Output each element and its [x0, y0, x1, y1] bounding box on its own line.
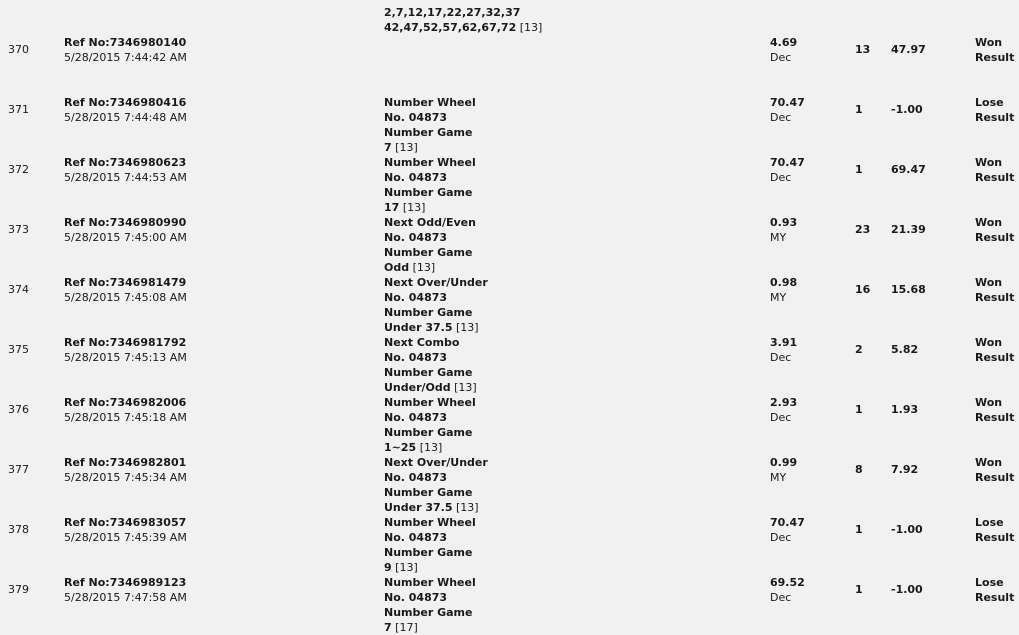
odds-cell: [770, 335, 797, 365]
bet-datetime: 5/28/2015 7:45:13 AM: [64, 351, 187, 364]
ref-cell: [64, 395, 187, 425]
odds-cell: [770, 575, 805, 605]
ref-number: Ref No:7346982801: [64, 456, 187, 469]
table-row: [0, 380, 1019, 440]
row-number: 376: [8, 403, 29, 416]
winloss-value: 69.47: [891, 163, 926, 176]
status-text: Won: [975, 36, 1003, 49]
stake-value: 1: [855, 103, 863, 116]
ref-number: Ref No:7346980623: [64, 156, 187, 169]
stake-value: 16: [855, 283, 871, 296]
status-text: Lose: [975, 96, 1004, 109]
selection-choice: Odd [13]: [384, 261, 436, 274]
market-name: Next Combo: [384, 336, 460, 349]
selection-cell: [384, 395, 476, 440]
row-number: 379: [8, 583, 29, 596]
row-number: 378: [8, 523, 29, 536]
odds-type: Dec: [770, 531, 792, 544]
stake-value: 1: [855, 163, 863, 176]
ref-number: Ref No:7346981792: [64, 336, 187, 349]
status-cell: [975, 275, 1014, 305]
market-name: Number Wheel: [384, 576, 476, 589]
winloss-value: 1.93: [891, 403, 919, 416]
winloss-value: 15.68: [891, 283, 926, 296]
winloss-value: 5.82: [891, 343, 919, 356]
odds-cell: [770, 155, 805, 185]
market-name: Next Over/Under: [384, 276, 488, 289]
table-row: [0, 560, 1019, 620]
result-link[interactable]: Result: [975, 51, 1015, 64]
table-row: [0, 80, 1019, 140]
odds-cell: [770, 395, 797, 425]
selection-choice: Under/Odd [13]: [384, 381, 477, 394]
bet-datetime: 5/28/2015 7:44:42 AM: [64, 51, 187, 64]
status-text: Won: [975, 396, 1003, 409]
status-cell: [975, 215, 1014, 245]
market-name: Next Odd/Even: [384, 216, 476, 229]
status-cell: [975, 395, 1014, 425]
selection-choice: 9 [13]: [384, 561, 418, 574]
odds-value: 70.47: [770, 96, 805, 109]
odds-type: MY: [770, 231, 787, 244]
ref-cell: [64, 275, 187, 305]
selection-choice: 7 [17]: [384, 621, 418, 634]
ref-cell: [64, 515, 187, 545]
odds-value: 0.99: [770, 456, 798, 469]
odds-cell: [770, 515, 805, 545]
odds-cell: [770, 215, 797, 245]
selection-choice: 7 [13]: [384, 141, 418, 154]
selection-choice: 17 [13]: [384, 201, 426, 214]
game-name: Number Game: [384, 426, 473, 439]
ref-cell: [64, 95, 187, 125]
game-name: Number Game: [384, 606, 473, 619]
ref-cell: [64, 155, 187, 185]
table-row: [0, 500, 1019, 560]
table-row: [0, 260, 1019, 320]
odds-value: 0.93: [770, 216, 798, 229]
winloss-value: 21.39: [891, 223, 926, 236]
bet-datetime: 5/28/2015 7:45:08 AM: [64, 291, 187, 304]
selection-cell: [384, 455, 488, 500]
odds-type: MY: [770, 291, 787, 304]
status-text: Won: [975, 336, 1003, 349]
market-name: Number Wheel: [384, 156, 476, 169]
selection-choice: Under 37.5 [13]: [384, 501, 479, 514]
winloss-value: -1.00: [891, 583, 923, 596]
odds-type: Dec: [770, 171, 792, 184]
table-row: [0, 20, 1019, 80]
ref-cell: [64, 335, 187, 365]
result-link[interactable]: Result: [975, 531, 1015, 544]
bet-datetime: 5/28/2015 7:47:58 AM: [64, 591, 187, 604]
bet-datetime: 5/28/2015 7:45:00 AM: [64, 231, 187, 244]
stake-value: 1: [855, 523, 863, 536]
row-number: 370: [8, 43, 29, 56]
game-name: Number Game: [384, 126, 473, 139]
row-number: 375: [8, 343, 29, 356]
ref-number: Ref No:7346981479: [64, 276, 187, 289]
odds-type: Dec: [770, 111, 792, 124]
row-number: 372: [8, 163, 29, 176]
bet-datetime: 5/28/2015 7:45:39 AM: [64, 531, 187, 544]
odds-cell: [770, 275, 797, 305]
match-number: No. 04873: [384, 291, 448, 304]
result-link[interactable]: Result: [975, 591, 1015, 604]
status-cell: [975, 455, 1014, 485]
selection-cell: [384, 275, 488, 320]
stake-value: 1: [855, 403, 863, 416]
game-name: Number Game: [384, 306, 473, 319]
row-number: 374: [8, 283, 29, 296]
status-cell: [975, 515, 1014, 545]
result-link[interactable]: Result: [975, 351, 1015, 364]
bet-datetime: 5/28/2015 7:44:53 AM: [64, 171, 187, 184]
stake-value: 2: [855, 343, 863, 356]
table-row: [0, 440, 1019, 500]
odds-value: 69.52: [770, 576, 805, 589]
odds-cell: [770, 35, 797, 65]
match-number: No. 04873: [384, 411, 448, 424]
selection-choice: 1~25 [13]: [384, 441, 443, 454]
odds-type: Dec: [770, 411, 792, 424]
result-link[interactable]: Result: [975, 231, 1015, 244]
selection-cell: [384, 335, 472, 380]
winloss-value: -1.00: [891, 103, 923, 116]
ref-number: Ref No:7346982006: [64, 396, 187, 409]
market-name: Number Wheel: [384, 396, 476, 409]
match-number: No. 04873: [384, 111, 448, 124]
status-cell: [975, 95, 1014, 125]
game-name: Number Game: [384, 246, 473, 259]
selection-cell: [384, 95, 476, 140]
odds-cell: [770, 95, 805, 125]
status-text: Won: [975, 216, 1003, 229]
game-name: Number Game: [384, 186, 473, 199]
row-number: 371: [8, 103, 29, 116]
odds-cell: [770, 455, 797, 485]
match-number: No. 04873: [384, 171, 448, 184]
odds-type: Dec: [770, 51, 792, 64]
status-text: Won: [975, 156, 1003, 169]
table-row: [0, 320, 1019, 380]
odds-value: 70.47: [770, 156, 805, 169]
selection-cell: [384, 155, 476, 200]
ref-number: Ref No:7346983057: [64, 516, 187, 529]
odds-type: Dec: [770, 351, 792, 364]
match-number: No. 04873: [384, 531, 448, 544]
selection-cell: [384, 575, 476, 620]
result-link[interactable]: Result: [975, 171, 1015, 184]
status-text: Lose: [975, 516, 1004, 529]
result-link[interactable]: Result: [975, 411, 1015, 424]
stake-value: 23: [855, 223, 871, 236]
ref-number: Ref No:7346980140: [64, 36, 187, 49]
market-name: Next Over/Under: [384, 456, 488, 469]
row-number: 373: [8, 223, 29, 236]
table-row: [0, 140, 1019, 200]
odds-value: 0.98: [770, 276, 798, 289]
winloss-value: 7.92: [891, 463, 919, 476]
selection-cell: [384, 515, 476, 560]
stake-value: 8: [855, 463, 863, 476]
match-number: No. 04873: [384, 351, 448, 364]
table-row: [0, 200, 1019, 260]
odds-value: 70.47: [770, 516, 805, 529]
ref-number: Ref No:7346980990: [64, 216, 187, 229]
match-number: No. 04873: [384, 471, 448, 484]
result-link[interactable]: Result: [975, 111, 1015, 124]
game-name: Number Game: [384, 366, 473, 379]
status-cell: [975, 155, 1014, 185]
ref-cell: [64, 575, 187, 605]
status-text: Lose: [975, 576, 1004, 589]
selection-numbers-line: 2,7,12,17,22,27,32,37: [384, 6, 521, 19]
status-text: Won: [975, 456, 1003, 469]
game-name: Number Game: [384, 546, 473, 559]
selection-cell: [384, 215, 476, 260]
result-link[interactable]: Result: [975, 291, 1015, 304]
ref-cell: [64, 455, 187, 485]
status-text: Won: [975, 276, 1003, 289]
market-name: Number Wheel: [384, 516, 476, 529]
ref-number: Ref No:7346989123: [64, 576, 187, 589]
market-name: Number Wheel: [384, 96, 476, 109]
status-cell: [975, 35, 1014, 65]
match-number: No. 04873: [384, 231, 448, 244]
result-link[interactable]: Result: [975, 471, 1015, 484]
ref-cell: [64, 35, 187, 65]
match-number: No. 04873: [384, 591, 448, 604]
status-cell: [975, 575, 1014, 605]
game-name: Number Game: [384, 486, 473, 499]
selection-numbers-line: 42,47,52,57,62,67,72 [13]: [384, 21, 543, 34]
ref-cell: [64, 215, 187, 245]
odds-type: Dec: [770, 591, 792, 604]
bet-datetime: 5/28/2015 7:44:48 AM: [64, 111, 187, 124]
selection-choice: Under 37.5 [13]: [384, 321, 479, 334]
winloss-value: -1.00: [891, 523, 923, 536]
odds-type: MY: [770, 471, 787, 484]
stake-value: 1: [855, 583, 863, 596]
odds-value: 2.93: [770, 396, 798, 409]
status-cell: [975, 335, 1014, 365]
ref-number: Ref No:7346980416: [64, 96, 187, 109]
odds-value: 3.91: [770, 336, 798, 349]
bet-datetime: 5/28/2015 7:45:34 AM: [64, 471, 187, 484]
odds-value: 4.69: [770, 36, 798, 49]
winloss-value: 47.97: [891, 43, 926, 56]
row-number: 377: [8, 463, 29, 476]
stake-value: 13: [855, 43, 871, 56]
bet-datetime: 5/28/2015 7:45:18 AM: [64, 411, 187, 424]
